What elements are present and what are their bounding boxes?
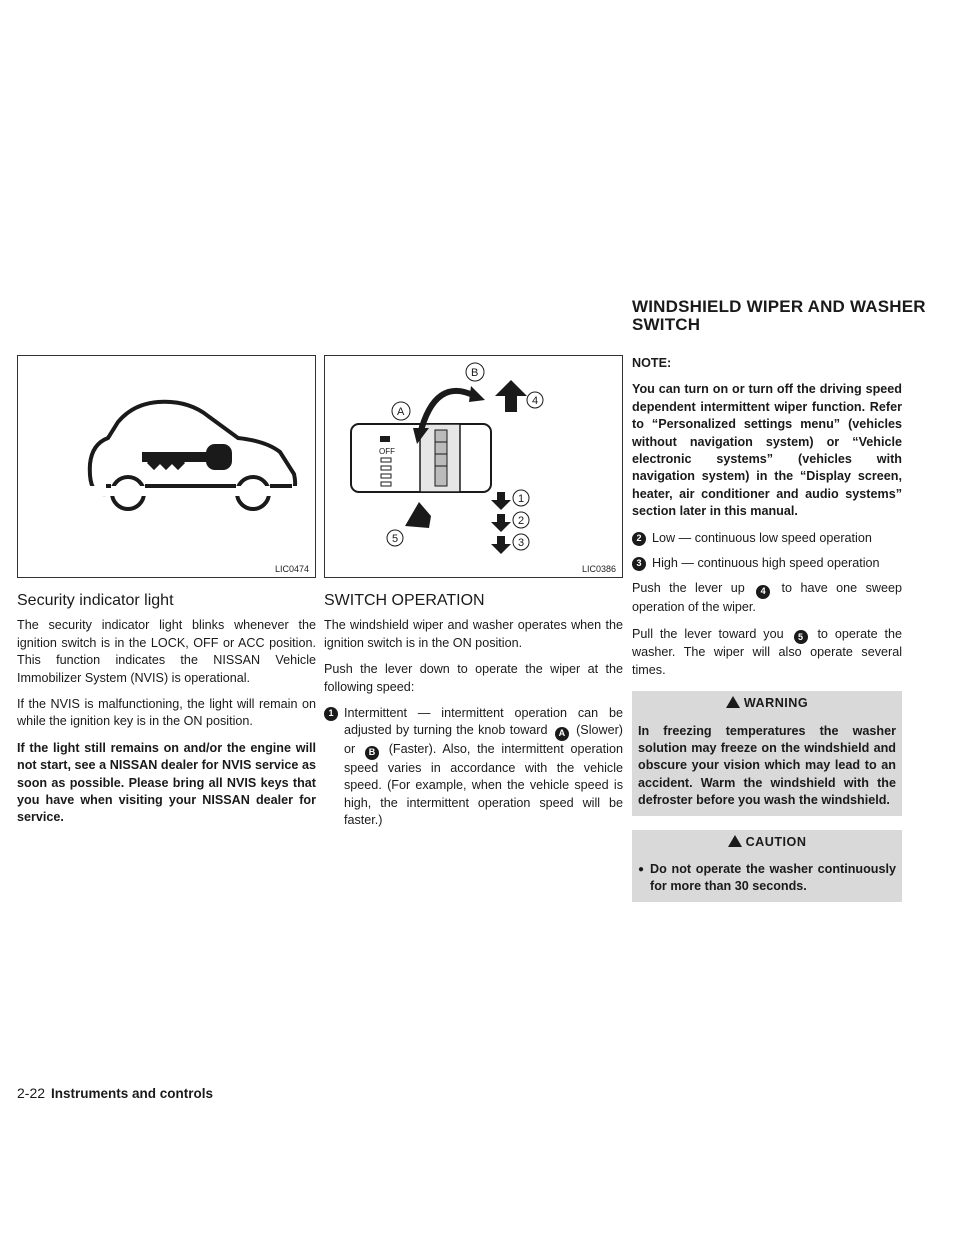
marker-a: A [555, 727, 569, 741]
switch-paragraph: Push the lever down to operate the wiper at the following speed: [324, 662, 623, 694]
item-text-part: (Faster). Also, the intermittent operation speed varies in accordance with the vehicle speed. (For example, when the vehicle speed is high, the intermittent operation speed will be faster.) [344, 742, 623, 828]
caution-body [632, 855, 902, 902]
lever-up-paragraph [632, 580, 902, 616]
label-5: 5 [392, 533, 399, 545]
bullet: ● [638, 863, 645, 875]
security-paragraph: If the NVIS is malfunctioning, the light will remain on while the ignition key is in the ON position. [17, 697, 316, 729]
list-item-text: Low — continuous low speed operation [652, 530, 872, 545]
marker-3: 3 [632, 557, 646, 571]
label-b: B [471, 367, 479, 379]
label-4: 4 [532, 395, 539, 407]
section-title: WINDSHIELD WIPER AND WASHER SWITCH [632, 297, 926, 334]
washer-paragraph [632, 626, 902, 680]
text-part: to operate the washer. The wiper will also operate several times. [632, 626, 902, 677]
label-2: 2 [518, 515, 525, 527]
figure-code: LIC0474 [274, 564, 309, 574]
caution-text: Do not operate the washer continuously for more than 30 seconds. [650, 861, 896, 894]
switch-operation-heading: SWITCH OPERATION [324, 592, 485, 609]
column-security [17, 592, 316, 836]
label-3: 3 [518, 537, 525, 549]
warning-icon [726, 696, 740, 708]
marker-4: 4 [756, 585, 770, 599]
security-figure [17, 355, 316, 578]
figure-code: LIC0386 [581, 564, 616, 574]
list-item [324, 705, 623, 829]
caution-header [632, 830, 902, 855]
caution-box [632, 830, 902, 902]
list-item [632, 555, 902, 572]
warning-header [632, 691, 902, 716]
caution-icon [728, 835, 742, 847]
item-text-part: Intermittent — intermittent operation can be adjusted by turning the knob toward [344, 706, 623, 738]
label-a: A [397, 406, 405, 418]
marker-b: B [365, 746, 379, 760]
off-label: OFF [379, 447, 395, 456]
list-item [632, 530, 902, 547]
text-part: to have one sweep operation of the wiper. [632, 581, 902, 615]
warning-box [632, 691, 902, 815]
marker-2: 2 [632, 532, 646, 546]
wiper-switch-figure [324, 355, 623, 578]
note-text: You can turn on or turn off the driving speed dependent intermittent wiper function. Refer to “Personalized settings menu” (vehicles without navigation system) or “Vehicle electronic systems” (vehicles with navigation system) in the “Display screen, heater, air conditioner and audio systems” section later in this manual. [632, 382, 902, 519]
page-footer [17, 1085, 213, 1101]
footer-section: Instruments and controls [51, 1086, 214, 1101]
text-part: Pull the lever toward you [632, 626, 784, 641]
page-number: 2-22 [17, 1085, 46, 1101]
warning-title: WARNING [743, 696, 809, 711]
item-text-part: (Slower) or [344, 723, 623, 757]
wiper-switch-illustration [325, 356, 623, 578]
column-notes [632, 355, 902, 902]
switch-paragraph: The windshield wiper and washer operates when the ignition switch is in the ON position. [324, 618, 623, 650]
warning-text: In freezing temperatures the washer solution may freeze on the windshield and obscure your vision which may lead to an accident. Warm the windshield with the defroster before you wash the windshield. [632, 717, 902, 816]
column-switch-operation [324, 592, 623, 837]
list-item-text: High — continuous high speed operation [652, 556, 880, 571]
marker-5: 5 [794, 630, 808, 644]
car-key-illustration [18, 356, 316, 578]
security-paragraph-bold: If the light still remains on and/or the engine will not start, see a NISSAN dealer for NVIS service as soon as possible. Please bring all NVIS keys that you have when visiting your NISSAN dealer for service. [17, 740, 316, 825]
text-part: Push the lever up [632, 581, 745, 596]
marker-1: 1 [324, 707, 338, 721]
list-item-text [344, 705, 623, 829]
security-heading: Security indicator light [17, 592, 174, 609]
caution-title: CAUTION [745, 834, 807, 849]
security-paragraph: The security indicator light blinks whenever the ignition switch is in the LOCK, OFF or ACC position. This function indicates the NISSAN Vehicle Immobilizer System (NVIS) is operational. [17, 618, 316, 685]
note-label: NOTE: [632, 356, 672, 370]
label-1: 1 [518, 493, 525, 505]
